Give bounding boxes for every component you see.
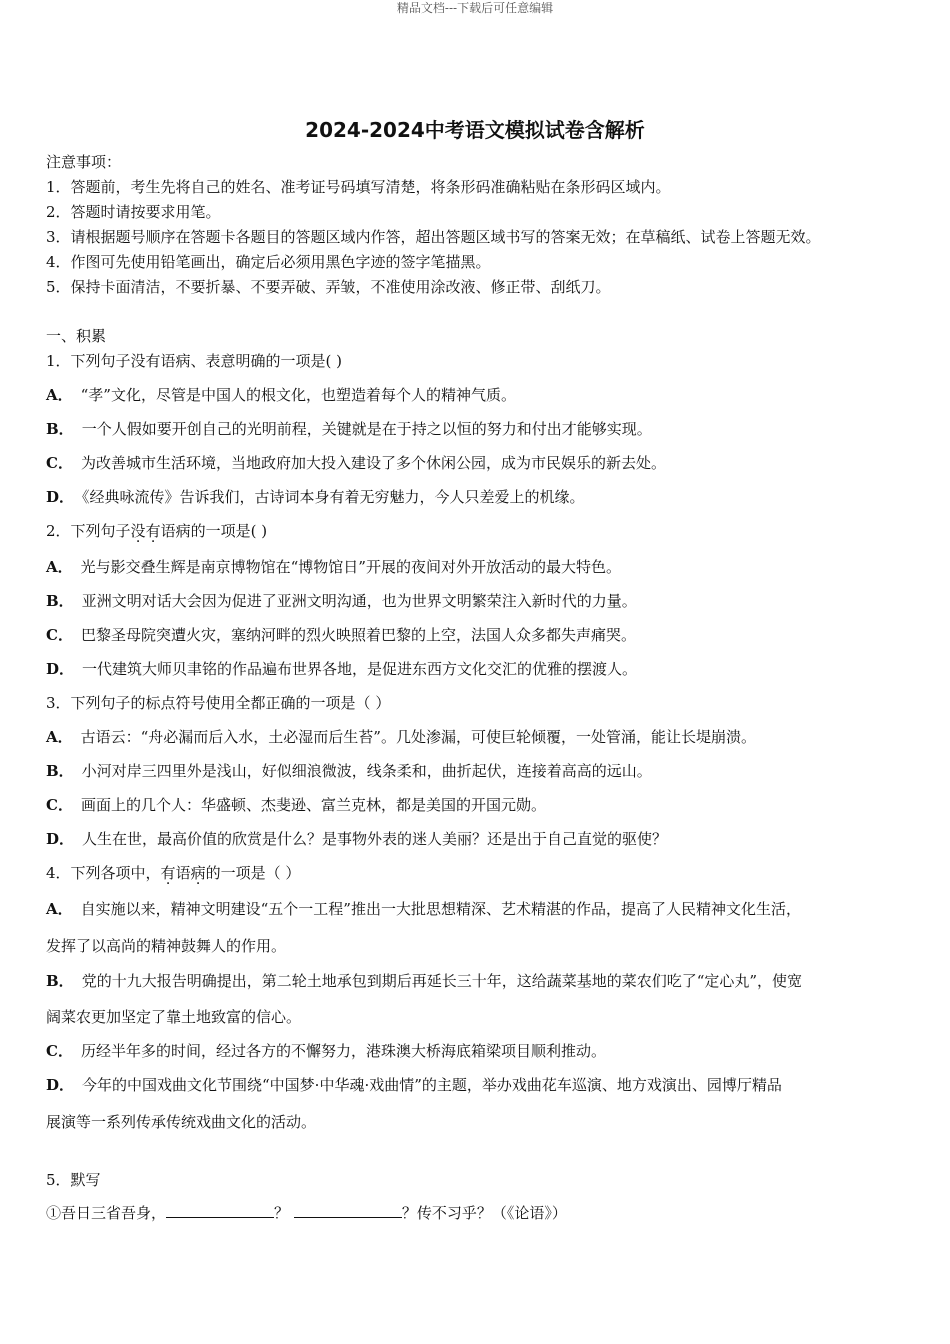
dictation-text: ？ — [274, 1204, 290, 1222]
header-note: 精品文档---下载后可任意编辑 — [396, 1, 554, 15]
notice-item: 2．答题时请按要求用笔。 — [46, 203, 221, 221]
notice-item: 5．保持卡面清洁，不要折暴、不要弄破、弄皱，不准使用涂改液、修正带、刮纸刀。 — [46, 278, 611, 296]
option-row — [46, 625, 636, 645]
question-stem: 5．默写 — [46, 1171, 101, 1189]
emphasis-char: 有 — [160, 864, 176, 882]
option-row — [46, 829, 667, 849]
answer-blank[interactable] — [166, 1203, 274, 1218]
dictation-text: ①吾日三省吾身， — [46, 1204, 167, 1222]
option-row — [46, 557, 621, 577]
option-row — [46, 727, 756, 747]
option-label: A． — [46, 728, 73, 746]
option-label: C． — [46, 1042, 73, 1060]
option-text: 为改善城市生活环境，当地政府加大投入建设了多个休闲公园，成为市民娱乐的新去处。 — [80, 454, 666, 472]
dictation-text: ？传不习乎？（《论语》） — [401, 1204, 567, 1222]
option-row — [46, 1041, 606, 1061]
option-row — [46, 591, 637, 611]
emphasis-char: 没 — [130, 522, 146, 540]
dictation-line — [46, 1203, 567, 1223]
question-stem: 1．下列句子没有语病、表意明确的一项是( ) — [46, 352, 343, 370]
option-row — [46, 971, 802, 991]
option-text: 历经半年多的时间，经过各方的不懈努力，港珠澳大桥海底箱梁项目顺利推动。 — [80, 1042, 606, 1060]
option-text: 光与影交叠生辉是南京博物馆在“博物馆日”开展的夜间对外开放活动的最大特色。 — [80, 558, 621, 576]
option-row — [46, 795, 546, 815]
option-text: “孝”文化，尽管是中国人的根文化，也塑造着每个人的精神气质。 — [80, 386, 516, 404]
option-text: 亚洲文明对话大会因为促进了亚洲文明沟通，也为世界文明繁荣注入新时代的力量。 — [81, 592, 637, 610]
stem-part: 语 — [175, 864, 191, 882]
option-label: D． — [46, 488, 75, 506]
option-row — [46, 453, 666, 473]
option-row — [46, 385, 516, 405]
option-text: 党的十九大报告明确提出，第二轮土地承包到期后再延长三十年，这给蔬菜基地的菜农们吃了“定心丸”，使宽 — [81, 972, 803, 990]
option-text: 一代建筑大师贝聿铭的作品遍布世界各地，是促进东西方文化交汇的优雅的摆渡人。 — [82, 660, 638, 678]
stem-part: 4．下列各项中， — [46, 864, 161, 882]
option-continuation: 阔菜农更加坚定了靠土地致富的信心。 — [46, 1008, 302, 1026]
stem-part: 的一项是（ ） — [205, 864, 301, 882]
option-text: 《经典咏流传》告诉我们，古诗词本身有着无穷魅力，今人只差爱上的机缘。 — [82, 488, 585, 506]
question-stem: 3．下列句子的标点符号使用全都正确的一项是（ ） — [46, 694, 391, 712]
option-text: 小河对岸三四里外是浅山，好似细浪微波，线条柔和，曲折起伏，连接着高高的远山。 — [81, 762, 652, 780]
option-label: A． — [46, 386, 73, 404]
option-row — [46, 899, 801, 919]
option-label: C． — [46, 454, 73, 472]
page-title: 2024-2024中考语文模拟试卷含解析 — [305, 118, 645, 142]
option-text: 巴黎圣母院突遭火灾，塞纳河畔的烈火映照着巴黎的上空，法国人众多都失声痛哭。 — [80, 626, 636, 644]
question-stem — [46, 521, 267, 541]
notice-item: 4．作图可先使用铅笔画出，确定后必须用黑色字迹的签字笔描黑。 — [46, 253, 491, 271]
stem-part: 语病的一项是( ) — [160, 522, 268, 540]
answer-blank[interactable] — [294, 1203, 402, 1218]
option-text: 今年的中国戏曲文化节围绕“中国梦·中华魂·戏曲情”的主题，举办戏曲花车巡演、地方戏演出、园博厅精品 — [82, 1076, 782, 1094]
option-row — [46, 761, 652, 781]
notice-item: 3．请根据题号顺序在答题卡各题目的答题区域内作答，超出答题区域书写的答案无效；在草稿纸、试卷上答题无效。 — [46, 228, 821, 246]
option-text: 一个人假如要开创自己的光明前程，关键就是在于持之以恒的努力和付出才能够实现。 — [81, 420, 652, 438]
option-label: B． — [46, 762, 74, 780]
option-label: C． — [46, 626, 73, 644]
notice-heading: 注意事项： — [46, 153, 122, 171]
option-row — [46, 419, 652, 439]
section-heading: 一、积累 — [46, 327, 107, 345]
option-label: A． — [46, 558, 73, 576]
notice-item: 1．答题前，考生先将自己的姓名、准考证号码填写清楚，将条形码准确粘贴在条形码区域内。 — [46, 178, 671, 196]
option-label: B． — [46, 420, 74, 438]
stem-part: 2．下列句子 — [46, 522, 131, 540]
emphasis-char: 有 — [145, 522, 161, 540]
option-label: B． — [46, 972, 74, 990]
option-label: B． — [46, 592, 74, 610]
emphasis-char: 病 — [190, 864, 206, 882]
option-label: D． — [46, 660, 75, 678]
option-label: C． — [46, 796, 73, 814]
question-stem — [46, 863, 300, 883]
option-label: D． — [46, 830, 75, 848]
option-label: D． — [46, 1076, 75, 1094]
option-continuation: 展演等一系列传承传统戏曲文化的活动。 — [46, 1113, 317, 1131]
option-continuation: 发挥了以高尚的精神鼓舞人的作用。 — [46, 937, 287, 955]
option-label: A． — [46, 900, 73, 918]
option-row — [46, 1075, 782, 1095]
option-text: 古语云：“舟必漏而后入水，土必湿而后生苔”。几处渗漏，可使巨轮倾覆，一处管涌，能让长堤崩溃。 — [80, 728, 756, 746]
option-text: 画面上的几个人：华盛顿、杰斐逊、富兰克林，都是美国的开国元勋。 — [80, 796, 546, 814]
option-row — [46, 487, 585, 507]
option-text: 人生在世，最高价值的欣赏是什么？是事物外表的迷人美丽？还是出于自己直觉的驱使？ — [82, 830, 668, 848]
option-text: 自实施以来，精神文明建设“五个一工程”推出一大批思想精深、艺术精湛的作品，提高了人民精神文化生活， — [80, 900, 801, 918]
option-row — [46, 659, 637, 679]
